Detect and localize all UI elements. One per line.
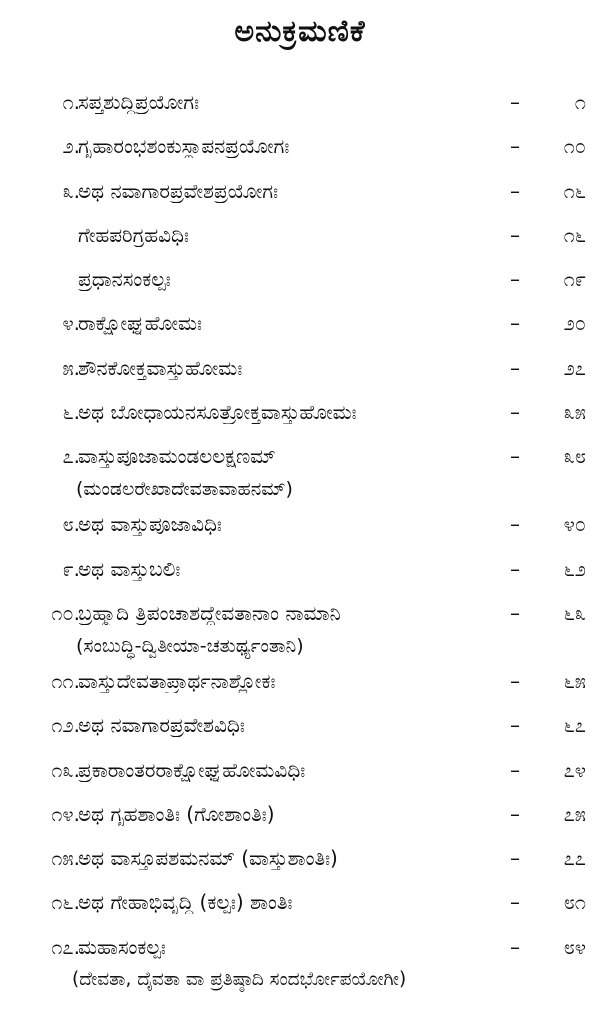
entry-page: ೭೪ <box>563 757 586 782</box>
entry-title: ಬ್ರಹ್ಮಾದಿ ತ್ರಿಪಂಚಾಶದ್ದೇವತಾನಾಂ ನಾಮಾನಿ <box>78 600 341 625</box>
entry-dash: – <box>510 713 520 738</box>
toc-entry <box>0 931 600 999</box>
toc-entry <box>0 665 600 709</box>
table-of-contents <box>0 86 600 999</box>
entry-dash: – <box>510 400 520 425</box>
entry-page: ೩೮ <box>563 444 586 469</box>
entry-number: ೨. <box>62 134 80 159</box>
entry-dash: – <box>510 311 520 336</box>
toc-entry <box>0 508 600 552</box>
entry-title: ಅಥ ವಾಸ್ತೂಪಶಮನಮ್ (ವಾಸ್ತುಶಾಂತಿಃ) <box>78 846 338 871</box>
toc-entry <box>0 842 600 886</box>
entry-page: ೧೦ <box>563 134 586 159</box>
entry-dash: – <box>510 355 520 380</box>
entry-title: ಅಥ ಗೃಹಶಾಂತಿಃ (ಗೋಶಾಂತಿಃ) <box>78 801 275 826</box>
entry-number: ೧೭. <box>51 934 80 959</box>
entry-number: ೧೩. <box>51 757 80 782</box>
entry-page: ೪೦ <box>563 512 586 537</box>
entry-page: ೧ <box>574 90 586 114</box>
entry-title: ಅಥ ವಾಸ್ತುಬಲಿಃ <box>78 556 181 581</box>
entry-title: ಅಥ ವಾಸ್ತುಪೂಜಾವಿಧಿಃ <box>78 512 222 537</box>
entry-page: ೬೭ <box>563 713 586 738</box>
entry-dash: – <box>510 267 520 292</box>
entry-page: ೬೩ <box>563 600 586 625</box>
entry-number: ೭. <box>62 444 80 469</box>
entry-dash: – <box>510 178 520 203</box>
entry-subtitle: (ದೇವತಾ, ದೈವತಾ ವಾ ಪ್ರತಿಷ್ಠಾದಿ ಸಂದರ್ಭೋಪಯೋಗೀ) <box>72 968 407 990</box>
entry-dash: – <box>510 668 520 693</box>
entry-title: ವಾಸ್ತುದೇವತಾಪ್ರಾರ್ಥನಾಶ್ಲೋಕಃ <box>78 668 276 693</box>
entry-page: ೧೬ <box>563 178 586 203</box>
entry-title: ಗೃಹಾರಂಭಶಂಕುಸ್ಥಾಪನಪ್ರಯೋಗಃ <box>78 134 290 159</box>
entry-number: ೮. <box>62 512 80 537</box>
toc-entry <box>0 130 600 174</box>
toc-entry <box>0 597 600 665</box>
entry-dash: – <box>510 556 520 581</box>
entry-title: ಶೌನಕೋಕ್ತವಾಸ್ತುಹೋಮಃ <box>78 355 243 380</box>
entry-page: ೭೭ <box>563 846 586 871</box>
entry-page: ೩೫ <box>563 400 586 425</box>
entry-title: ಪ್ರಕಾರಾಂತರರಾಕ್ಷೋಘ್ನಹೋಮವಿಧಿಃ <box>78 757 306 782</box>
toc-entry <box>0 396 600 440</box>
entry-dash: – <box>510 90 520 114</box>
entry-dash: – <box>510 757 520 782</box>
toc-entry <box>0 553 600 597</box>
entry-title: ವಾಸ್ತುಪೂಜಾಮಂಡಲಲಕ್ಷಣಮ್ <box>78 444 276 469</box>
entry-dash: – <box>510 934 520 959</box>
entry-page: ೮೪ <box>563 934 586 959</box>
entry-page: ೬೫ <box>563 668 586 693</box>
toc-entry <box>0 307 600 351</box>
entry-page: ೧೬ <box>563 222 586 247</box>
toc-entry <box>0 175 600 219</box>
entry-page: ೭೫ <box>563 801 586 826</box>
entry-dash: – <box>510 890 520 915</box>
entry-dash: – <box>510 600 520 625</box>
toc-entry <box>0 886 600 930</box>
entry-subtitle: (ಸಂಬುದ್ಧಿ-ದ್ವಿತೀಯಾ-ಚತುರ್ಥ್ಯಂತಾನಿ) <box>76 634 304 657</box>
entry-title: ಗೇಹಪರಿಗ್ರಹವಿಧಿಃ <box>78 222 189 247</box>
entry-number: ೧೨. <box>51 713 80 738</box>
toc-entry <box>0 798 600 842</box>
entry-title: ಅಥ ನವಾಗಾರಪ್ರವೇಶಪ್ರಯೋಗಃ <box>78 178 279 203</box>
entry-page: ೬೨ <box>563 556 586 581</box>
toc-entry <box>0 440 600 508</box>
entry-number: ೧೬. <box>51 890 80 915</box>
entry-number: ೩. <box>62 178 80 203</box>
entry-dash: – <box>510 134 520 159</box>
entry-subtitle: (ಮಂಡಲರೇಖಾದೇವತಾವಾಹನಮ್) <box>76 478 293 501</box>
entry-dash: – <box>510 222 520 247</box>
toc-entry <box>0 86 600 130</box>
entry-title: ಅಥ ನವಾಗಾರಪ್ರವೇಶವಿಧಿಃ <box>78 713 245 738</box>
entry-number: ೪. <box>62 311 80 336</box>
entry-number: ೬. <box>62 400 80 425</box>
entry-number: ೧೪. <box>51 801 80 826</box>
entry-dash: – <box>510 801 520 826</box>
entry-page: ೧೯ <box>563 267 586 292</box>
entry-number: ೫. <box>62 355 80 380</box>
entry-number: ೯. <box>62 556 80 581</box>
entry-title: ಮಹಾಸಂಕಲ್ಪಃ <box>78 934 166 959</box>
entry-title: ರಾಕ್ಷೋಘ್ನಹೋಮಃ <box>78 311 202 336</box>
entry-page: ೨೦ <box>563 311 586 336</box>
entry-number: ೧. <box>62 90 80 114</box>
entry-number: ೧೫. <box>51 846 80 871</box>
toc-entry <box>0 754 600 798</box>
page-title: ಅನುಕ್ರಮಣಿಕೆ <box>234 14 366 49</box>
toc-entry <box>0 709 600 753</box>
toc-entry <box>0 352 600 396</box>
entry-title: ಸಪ್ತಶುದ್ಧಿಪ್ರಯೋಗಃ <box>78 90 200 114</box>
entry-dash: – <box>510 512 520 537</box>
entry-title: ಅಥ ಬೋಧಾಯನಸೂತ್ರೋಕ್ತವಾಸ್ತುಹೋಮಃ <box>78 400 357 425</box>
toc-entry <box>0 263 600 307</box>
entry-page: ೨೭ <box>563 355 586 380</box>
entry-dash: – <box>510 444 520 469</box>
entry-number: ೧೦. <box>51 600 80 625</box>
entry-title: ಅಥ ಗೇಹಾಭಿವೃದ್ಧಿ (ಕಲ್ಪಃ) ಶಾಂತಿಃ <box>78 890 293 915</box>
entry-page: ೮೧ <box>563 890 586 915</box>
entry-number: ೧೧. <box>51 668 80 693</box>
entry-title: ಪ್ರಧಾನಸಂಕಲ್ಪಃ <box>78 267 171 292</box>
toc-entry <box>0 219 600 263</box>
entry-dash: – <box>510 846 520 871</box>
